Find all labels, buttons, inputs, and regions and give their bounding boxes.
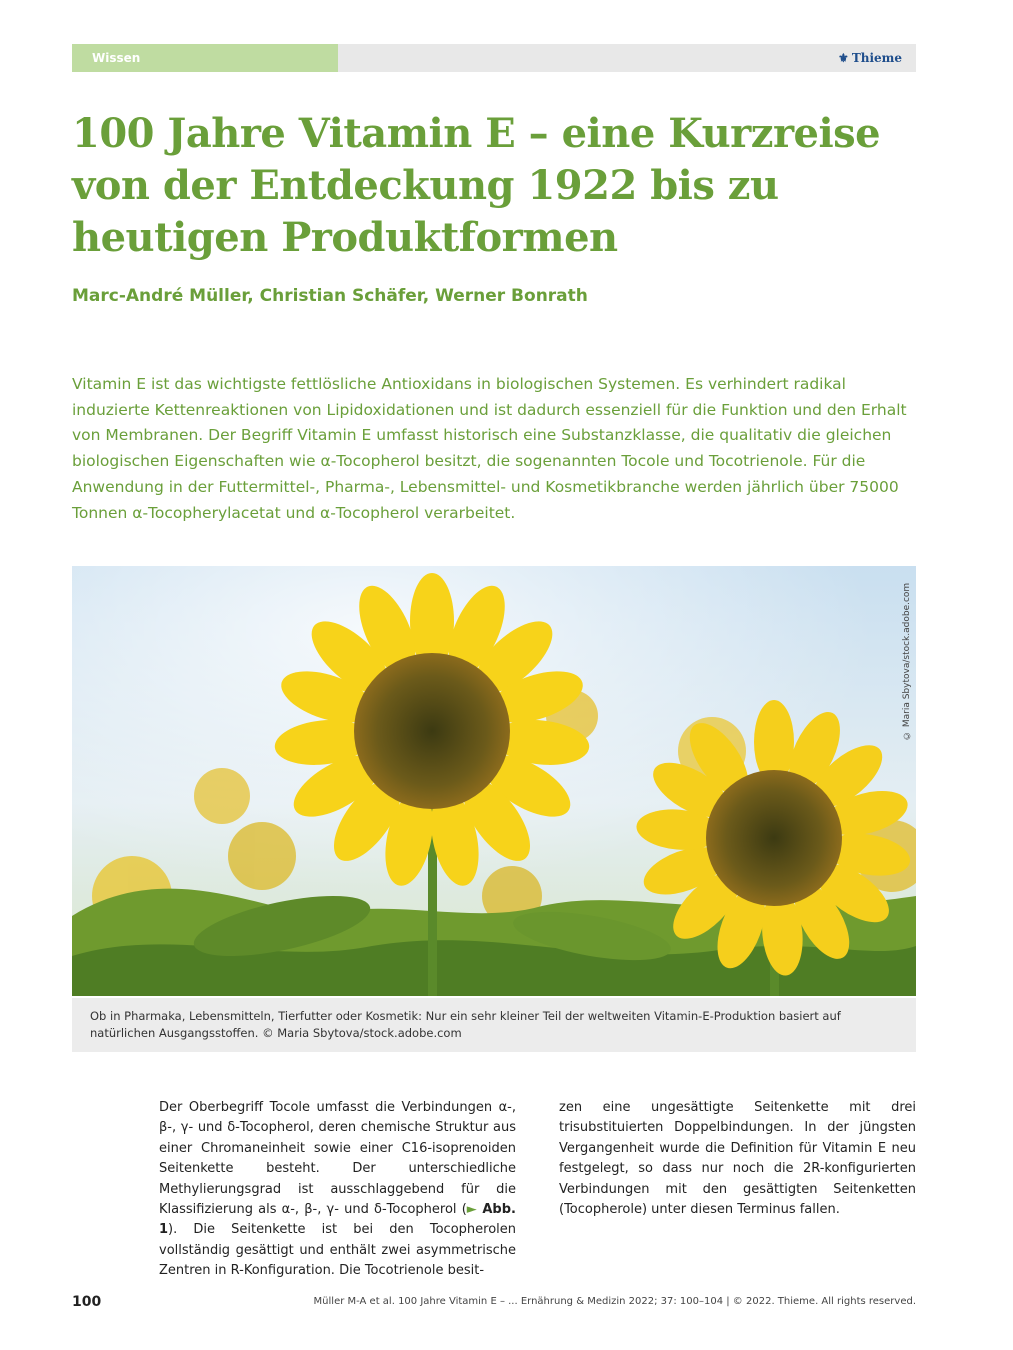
photo-credit: © Maria Sbytova/stock.adobe.com: [902, 582, 912, 740]
thieme-emblem-icon: ⚜: [838, 51, 849, 65]
article-title: 100 Jahre Vitamin E – eine Kurzreise von der Entdeckung 1922 bis zu heutigen Produktformen: [72, 110, 881, 261]
footer-citation: Müller M-A et al. 100 Jahre Vitamin E – ... Ernährung & Medizin 2022; 37: 100–104 | © 2022. Thieme. All rights reserved.: [313, 1296, 916, 1307]
body-column-right: zen eine ungesättigte Seitenkette mit drei trisubstituierten Doppelbindungen. In der jüngsten Vergangenheit wurde die Definition für Vitamin E neu festgelegt, so dass nur noch die 2R-konfigurierten Verbindungen mit den gesättigten Seitenketten (Tocopherole) unter diesen Terminus fallen.: [559, 1100, 916, 1218]
figure-reference-label: Abb. 1: [159, 1202, 516, 1238]
article-abstract: Vitamin E ist das wichtigste fettlösliche Antioxidans in biologischen Systemen. Es verhindert radikal induzierte Kettenreaktionen von Lipidoxidationen und ist dadurch essenziell für die Funktion und den Erhalt von Membranen. Der Begriff Vitamin E umfasst historisch eine Substanzklasse, die qualitativ die gleichen biologischen Eigenschaften wie α-Tocopherol besitzt, die sogenannten Tocole und Tocotrienole. Für die Anwendung in der Futtermittel-, Pharma-, Lebensmittel- und Kosmetikbranche werden jährlich über 75000 Tonnen α-Tocopherylacetat und α-Tocopherol verarbeitet.: [72, 375, 907, 522]
publisher-logo: [838, 44, 902, 72]
page-number: 100: [72, 1294, 102, 1310]
figure-caption: Ob in Pharmaka, Lebensmitteln, Tierfutter oder Kosmetik: Nur ein sehr kleiner Teil der weltweiten Vitamin-E-Produktion basiert auf natürlichen Ausgangsstoffen. © Maria Sbytova/stock.adobe.com: [72, 998, 916, 1052]
sunflower-photo: [72, 566, 916, 996]
article-authors: Marc-André Müller, Christian Schäfer, Werner Bonrath: [72, 286, 588, 306]
section-tag: Wissen: [72, 44, 338, 72]
header-bar: [72, 44, 916, 72]
arrow-right-icon: ►: [466, 1202, 477, 1218]
body-text: ). Die Seitenkette ist bei den Tocopherolen vollständig gesättigt und enthält zwei asymmetrische Zentren in R-Konfiguration. Die Tocotrienole besit-: [159, 1222, 516, 1279]
publisher-name: Thieme: [851, 51, 902, 65]
body-text: Der Oberbegriff Tocole umfasst die Verbindungen α-, β-, γ- und δ-Tocopherol, deren chemische Struktur aus einer Chromaneinheit sowie einer C16-isoprenoiden Seitenkette besteht. Der unterschiedliche Methylierungsgrad ist ausschlaggebend für die Klassifizierung als α-, β-, γ- und δ-Tocopherol (: [159, 1100, 516, 1218]
body-column-left: [159, 1098, 516, 1282]
